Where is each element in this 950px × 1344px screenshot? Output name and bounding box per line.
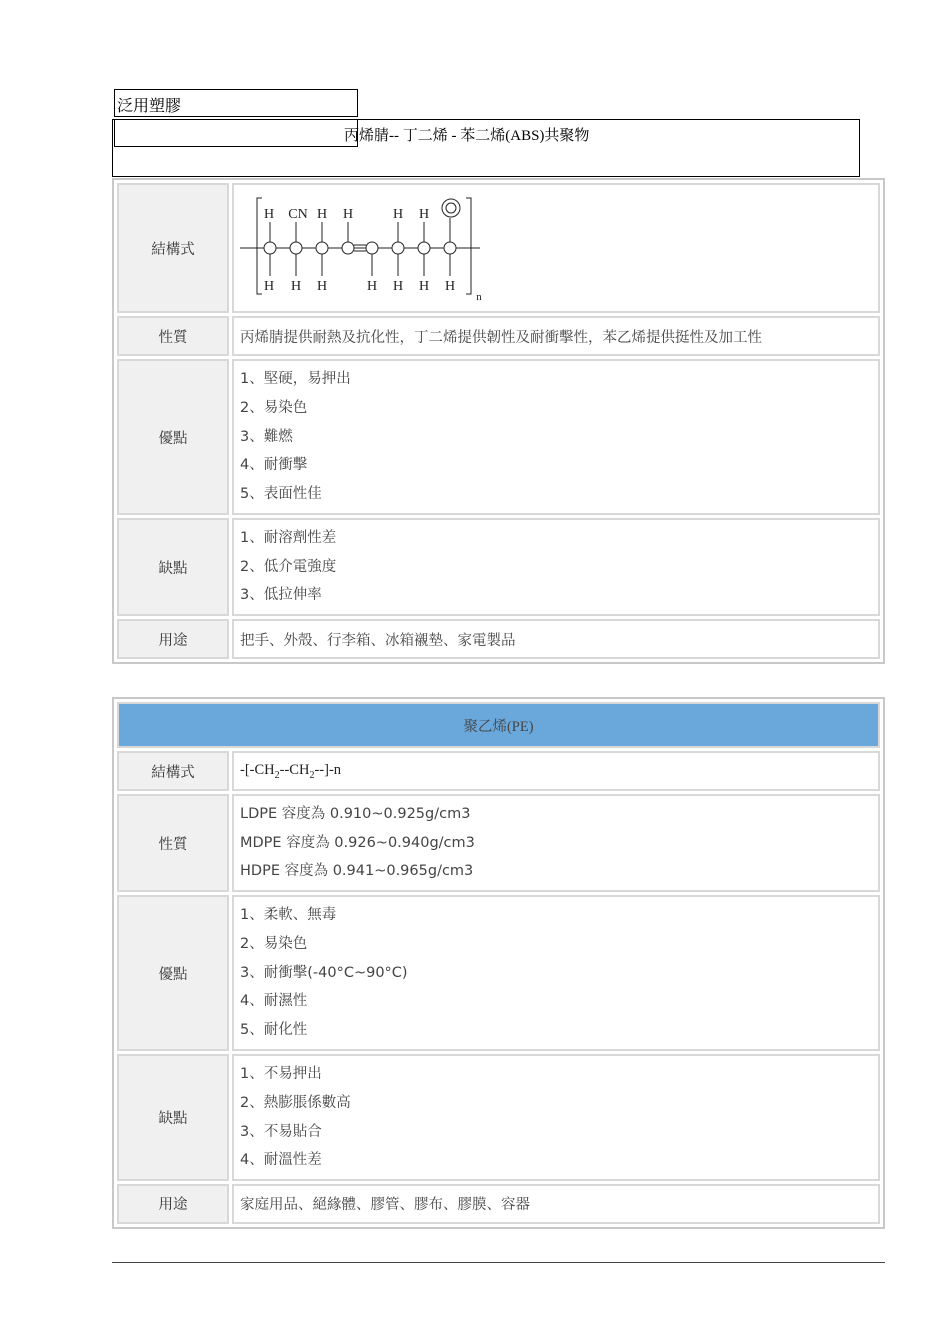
atom-h: H — [263, 279, 275, 294]
list-item: 5、耐化性 — [240, 1022, 308, 1039]
title-inner-frame — [114, 119, 358, 147]
list-item: LDPE 容度為 0.910~0.925g/cm3 — [240, 806, 471, 822]
atom-h: H — [316, 279, 328, 294]
atom-h: H — [263, 207, 275, 222]
list-item: 2、熱膨脹係數高 — [240, 1094, 351, 1111]
atom-cn: CN — [288, 207, 308, 222]
disadvantages-label: 缺點 — [117, 1054, 229, 1181]
abs-advantages-row — [117, 359, 880, 515]
pe-property-list — [232, 794, 880, 892]
list-item: 1、不易押出 — [240, 1066, 322, 1083]
abs-advantages-list — [232, 359, 880, 515]
abs-uses-text: 把手、外殼、行李箱、冰箱襯墊、家電製品 — [232, 619, 880, 659]
list-item: 3、低拉伸率 — [240, 587, 322, 604]
advantages-label: 優點 — [117, 895, 229, 1051]
section-title: 泛用塑膠 — [114, 89, 358, 117]
advantages-label: 優點 — [117, 359, 229, 515]
list-item: 3、不易貼合 — [240, 1123, 322, 1140]
benzene-ring-icon — [442, 199, 460, 217]
abs-structure-diagram — [240, 190, 500, 302]
atom-h: H — [392, 207, 404, 222]
list-item: 3、難燃 — [240, 428, 293, 445]
pe-advantages-list — [232, 895, 880, 1051]
abs-structure-formula — [232, 183, 880, 313]
list-item: 4、耐溫性差 — [240, 1152, 322, 1169]
list-item: 2、易染色 — [240, 399, 308, 416]
list-item: 1、堅硬，易押出 — [240, 371, 351, 388]
structure-label: 結構式 — [117, 183, 229, 313]
footer-divider — [112, 1262, 885, 1263]
pe-disadvantages-row — [117, 1054, 880, 1181]
abs-property-text: 丙烯腈提供耐熱及抗化性，丁二烯提供韌性及耐衝擊性，苯乙烯提供挺性及加工性 — [232, 316, 880, 356]
abs-property-row — [117, 316, 880, 356]
pe-disadvantages-list — [232, 1054, 880, 1181]
list-item: 2、低介電強度 — [240, 558, 337, 575]
atom-h: H — [392, 279, 404, 294]
list-item: 3、耐衝擊(-40°C~90°C) — [240, 964, 408, 981]
list-item: HDPE 容度為 0.941~0.965g/cm3 — [240, 863, 474, 880]
list-item: 4、耐衝擊 — [240, 457, 308, 474]
atom-h: H — [316, 207, 328, 222]
list-item: 1、柔軟、無毒 — [240, 907, 337, 924]
pe-structure-formula: $-[-CH_2--CH_2--]-n$ — [232, 751, 880, 791]
property-label: 性質 — [117, 794, 229, 892]
pe-table-title: 聚乙烯(PE) — [117, 702, 880, 748]
property-label: 性質 — [117, 316, 229, 356]
pe-property-row — [117, 794, 880, 892]
repeat-subscript: n — [476, 291, 482, 302]
pe-table — [112, 697, 885, 1229]
abs-structure-row — [117, 183, 880, 313]
pe-structure-row — [117, 751, 880, 791]
list-item: 1、耐溶劑性差 — [240, 530, 337, 546]
atom-h: H — [444, 279, 456, 294]
pe-uses-row — [117, 1184, 880, 1224]
disadvantages-label: 缺點 — [117, 518, 229, 616]
abs-table-title: 丙烯腈-- 丁二烯 - 苯二烯(ABS)共聚物 — [344, 128, 590, 144]
uses-label: 用途 — [117, 1184, 229, 1224]
uses-label: 用途 — [117, 619, 229, 659]
abs-disadvantages-list — [232, 518, 880, 616]
abs-table — [112, 178, 885, 664]
atom-h: H — [366, 279, 378, 294]
pe-advantages-row — [117, 895, 880, 1051]
structure-label: 結構式 — [117, 751, 229, 791]
abs-disadvantages-row — [117, 518, 880, 616]
pe-uses-text: 家庭用品、絕緣體、膠管、膠布、膠膜、容器 — [232, 1184, 880, 1224]
atom-h: H — [342, 207, 354, 222]
atom-h: H — [418, 279, 430, 294]
list-item: 4、耐濕性 — [240, 993, 308, 1010]
list-item: MDPE 容度為 0.926~0.940g/cm3 — [240, 834, 475, 851]
abs-uses-row — [117, 619, 880, 659]
atom-h: H — [418, 207, 430, 222]
pe-header-row — [117, 702, 880, 748]
list-item: 2、易染色 — [240, 936, 308, 953]
list-item: 5、表面性佳 — [240, 486, 322, 503]
atom-h: H — [290, 279, 302, 294]
